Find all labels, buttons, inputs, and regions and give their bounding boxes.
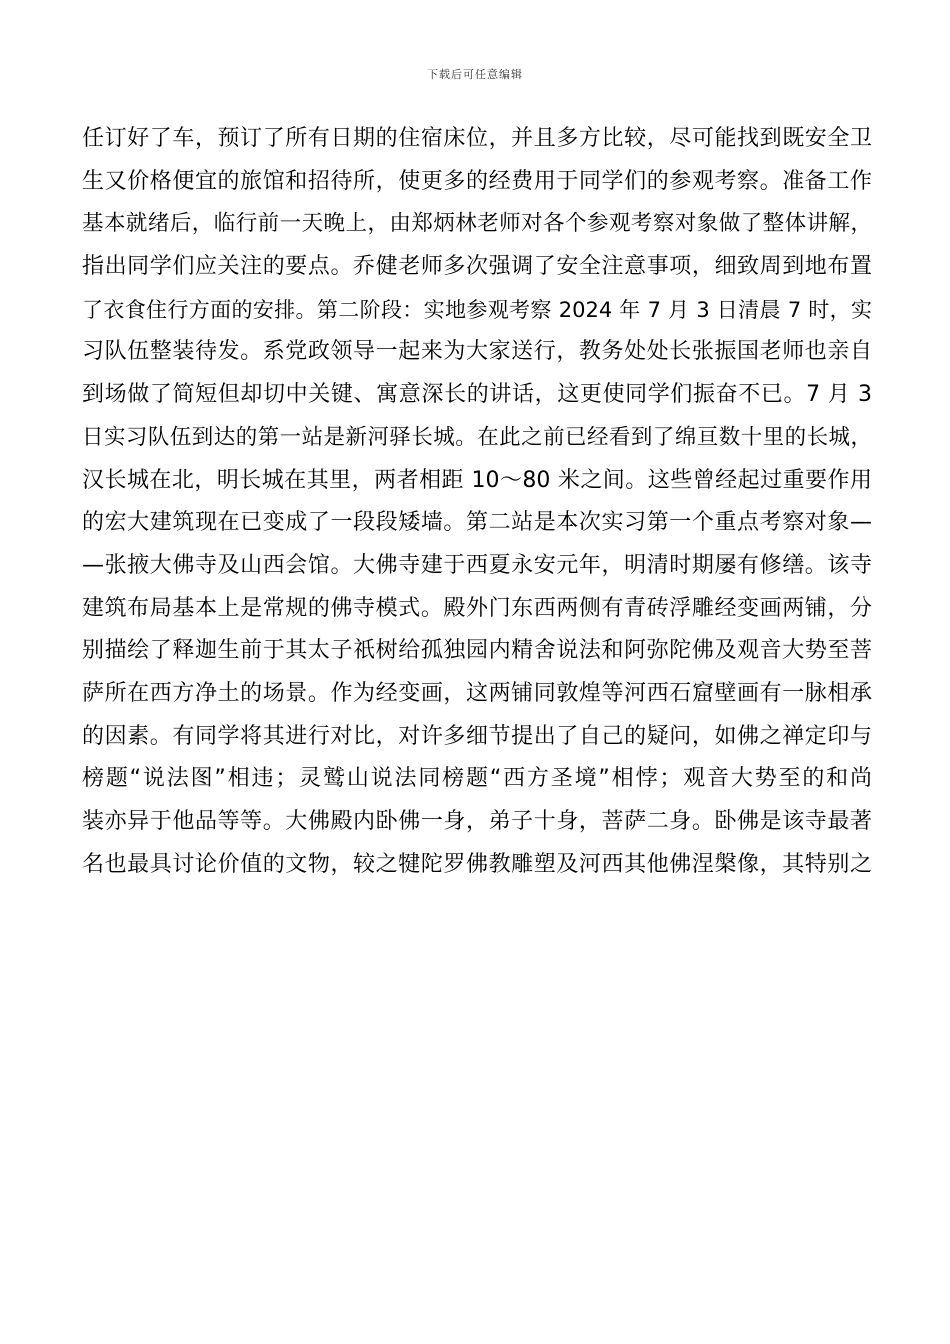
text-line: 到场做了简短但却切中关键、寓意深长的讲话，这更使同学们振奋不已。7 月 3 [82,382,872,408]
text-line: 习队伍整装待发。系党政领导一起来为大家送行，教务处处长张振国老师也亲自 [82,339,872,365]
page-header-note: 下载后可任意编辑 [427,68,523,81]
text-line: 日实习队伍到达的第一站是新河驿长城。在此之前已经看到了绵亘数十里的长城， [82,424,872,450]
body-text [82,118,872,886]
text-line: 的因素。有同学将其进行对比，对许多细节提出了自己的疑问，如佛之禅定印与 [82,723,872,749]
text-line: 了衣食住行方面的安排。第二阶段：实地参观考察 2024 年 7 月 3 日清晨 7 时，实 [82,297,872,322]
text-line: 指出同学们应关注的要点。乔健老师多次强调了安全注意事项，细致周到地布置 [82,254,872,280]
text-line: 榜题“说法图”相违；灵鹫山说法同榜题“西方圣境”相悖；观音大势至的和尚 [82,766,872,792]
text-line: 装亦异于他品等等。大佛殿内卧佛一身，弟子十身，菩萨二身。卧佛是该寺最著 [82,809,872,834]
text-line: 的宏大建筑现在已变成了一段段矮墙。第二站是本次实习第一个重点考察对象— [82,510,872,536]
text-line: 别描绘了释迦生前于其太子祇树给孤独园内精舍说法和阿弥陀佛及观音大势至菩 [82,638,872,664]
text-line: 生又价格便宜的旅馆和招待所，使更多的经费用于同学们的参观考察。准备工作 [82,168,872,194]
text-line: 任订好了车，预订了所有日期的住宿床位，并且多方比较，尽可能找到既安全卫 [82,126,872,151]
text-line: 萨所在西方净土的场景。作为经变画，这两铺同敦煌等河西石窟壁画有一脉相承 [82,680,872,706]
text-line: 建筑布局基本上是常规的佛寺模式。殿外门东西两侧有青砖浮雕经变画两铺，分 [82,595,872,621]
text-line: 名也最具讨论价值的文物，较之犍陀罗佛教雕塑及河西其他佛涅槃像，其特别之 [82,851,872,877]
text-line: —张掖大佛寺及山西会馆。大佛寺建于西夏永安元年，明清时期屡有修缮。该寺 [82,552,872,578]
text-line: 基本就绪后，临行前一天晚上，由郑炳林老师对各个参观考察对象做了整体讲解， [82,211,872,237]
text-line: 汉长城在北，明长城在其里，两者相距 10～80 米之间。这些曾经起过重要作用 [82,467,872,493]
